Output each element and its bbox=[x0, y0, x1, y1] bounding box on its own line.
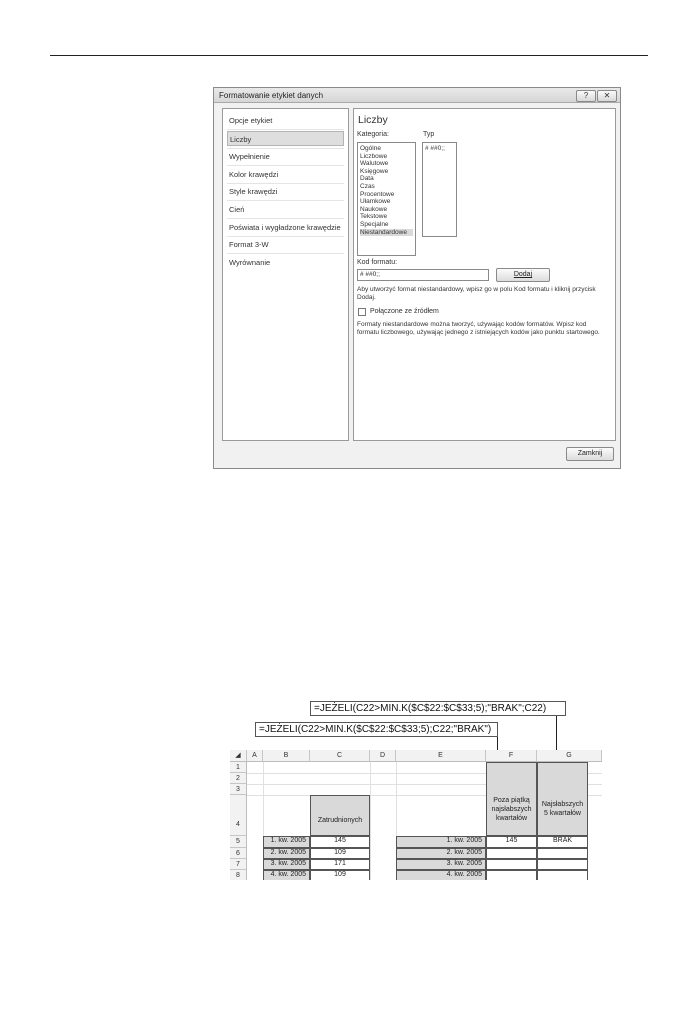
category-option[interactable]: Tekstowe bbox=[360, 213, 388, 221]
format-data-labels-dialog bbox=[213, 87, 621, 469]
help-button[interactable]: ? bbox=[576, 90, 596, 102]
row-header-2[interactable]: 2 bbox=[230, 773, 247, 784]
formula-callout-brak-if-weak: =JEŻELI(C22>MIN.K($C$22:$C$33;5);"BRAK";C22) bbox=[310, 701, 566, 716]
weakest-value-cell[interactable] bbox=[537, 870, 588, 880]
custom-format-info: Formaty niestandardowe można tworzyć, używając kodów formatów. Wpisz kod formatu liczbowego, używając jednego z istniejących kodów jako punktu startowego. bbox=[357, 321, 600, 336]
header-outside-weakest-5[interactable]: Poza piątką najsłabszych kwartałów bbox=[486, 762, 537, 836]
dialog-titlebar bbox=[214, 88, 620, 103]
employees-value-cell[interactable]: 145 bbox=[310, 836, 370, 848]
row-header-3[interactable]: 3 bbox=[230, 784, 247, 795]
nav-item-glow-soft-edges[interactable]: Poświata i wygładzone krawędzie bbox=[229, 223, 341, 232]
quarter-label-cell[interactable]: 3. kw. 2005 bbox=[263, 859, 310, 870]
nav-divider bbox=[227, 253, 344, 254]
weakest-value-cell[interactable]: BRAK bbox=[537, 836, 588, 848]
select-all-corner[interactable]: ◢ bbox=[230, 750, 247, 762]
quarter-label-cell[interactable]: 2. kw. 2005 bbox=[396, 848, 486, 859]
nav-divider bbox=[227, 200, 344, 201]
quarter-label-cell[interactable]: 1. kw. 2005 bbox=[263, 836, 310, 848]
nav-item-label-options[interactable]: Opcje etykiet bbox=[229, 116, 273, 125]
weakest-value-cell[interactable] bbox=[537, 848, 588, 859]
category-listbox[interactable] bbox=[357, 142, 416, 256]
category-option[interactable]: Naukowe bbox=[360, 205, 388, 213]
nav-divider bbox=[227, 129, 344, 130]
employees-value-cell[interactable]: 109 bbox=[310, 870, 370, 880]
category-option[interactable]: Liczbowe bbox=[360, 152, 388, 160]
quarter-label-cell[interactable]: 1. kw. 2005 bbox=[396, 836, 486, 848]
nav-item-3d-format[interactable]: Format 3-W bbox=[229, 240, 269, 249]
category-option[interactable]: Procentowe bbox=[360, 190, 395, 198]
category-nav-pane bbox=[222, 108, 349, 441]
row-header-8[interactable]: 8 bbox=[230, 870, 247, 880]
nav-item-fill[interactable]: Wypełnienie bbox=[229, 152, 270, 161]
type-label: Typ bbox=[423, 131, 435, 138]
close-button[interactable]: Zamknij bbox=[566, 447, 614, 461]
close-window-button[interactable]: ✕ bbox=[597, 90, 617, 102]
section-title: Liczby bbox=[358, 114, 388, 126]
row-header-6[interactable]: 6 bbox=[230, 848, 247, 859]
quarter-label-cell[interactable]: 4. kw. 2005 bbox=[396, 870, 486, 880]
page-top-rule bbox=[50, 55, 648, 56]
format-code-input[interactable]: # ##0;; bbox=[357, 269, 489, 281]
format-code-label: Kod formatu: bbox=[357, 259, 398, 266]
custom-format-hint: Aby utworzyć format niestandardowy, wpisz go w polu Kod formatu i kliknij przycisk Dodaj. bbox=[357, 286, 596, 301]
quarter-label-cell[interactable]: 4. kw. 2005 bbox=[263, 870, 310, 880]
dialog-title: Formatowanie etykiet danych bbox=[219, 91, 324, 100]
employees-value-cell[interactable]: 171 bbox=[310, 859, 370, 870]
category-option[interactable]: Walutowe bbox=[360, 160, 389, 168]
nav-item-number[interactable]: Liczby bbox=[227, 131, 344, 146]
category-option[interactable]: Ułamkowe bbox=[360, 198, 391, 206]
nav-divider bbox=[227, 165, 344, 166]
weakest-value-cell[interactable] bbox=[537, 859, 588, 870]
nav-item-border-color[interactable]: Kolor krawędzi bbox=[229, 170, 279, 179]
add-button[interactable] bbox=[496, 268, 550, 282]
quarter-label-cell[interactable]: 2. kw. 2005 bbox=[263, 848, 310, 859]
type-listbox[interactable] bbox=[422, 142, 457, 237]
nav-item-shadow[interactable]: Cień bbox=[229, 205, 245, 214]
type-option[interactable]: # ##0;; bbox=[425, 145, 445, 152]
category-option-selected[interactable]: Niestandardowe bbox=[360, 229, 413, 237]
column-header-a[interactable]: A bbox=[247, 750, 263, 762]
formula-callout-value-if-strong: =JEŻELI(C22>MIN.K($C$22:$C$33;5);C22;"BRAK") bbox=[255, 722, 498, 737]
spreadsheet-grid bbox=[230, 750, 602, 880]
linked-to-source-label[interactable]: Połączone ze źródłem bbox=[370, 308, 439, 315]
outside-weakest-value-cell[interactable] bbox=[486, 848, 537, 859]
column-header-f[interactable]: F bbox=[486, 750, 537, 762]
quarter-label-cell[interactable]: 3. kw. 2005 bbox=[396, 859, 486, 870]
gridline bbox=[370, 762, 371, 880]
category-option[interactable]: Specjalne bbox=[360, 221, 389, 228]
row-header-1[interactable]: 1 bbox=[230, 762, 247, 773]
header-weakest-5[interactable]: Najsłabszych 5 kwartałów bbox=[537, 762, 588, 836]
add-button-label: Dodaj bbox=[513, 271, 533, 278]
outside-weakest-value-cell[interactable] bbox=[486, 870, 537, 880]
nav-item-border-styles[interactable]: Style krawędzi bbox=[229, 187, 278, 196]
nav-item-alignment[interactable]: Wyrównanie bbox=[229, 258, 271, 267]
linked-to-source-checkbox[interactable] bbox=[358, 308, 366, 316]
row-header-5[interactable]: 5 bbox=[230, 836, 247, 848]
column-header-d[interactable]: D bbox=[370, 750, 396, 762]
category-label: Kategoria: bbox=[357, 131, 389, 138]
column-header-c[interactable]: C bbox=[310, 750, 370, 762]
number-settings-pane bbox=[353, 108, 616, 441]
category-option[interactable]: Ogólne bbox=[360, 145, 381, 152]
header-employees[interactable]: Zatrudnionych bbox=[310, 795, 370, 836]
column-header-e[interactable]: E bbox=[396, 750, 486, 762]
outside-weakest-value-cell[interactable] bbox=[486, 859, 537, 870]
row-header-7[interactable]: 7 bbox=[230, 859, 247, 870]
nav-divider bbox=[227, 218, 344, 219]
column-header-g[interactable]: G bbox=[537, 750, 602, 762]
category-option[interactable]: Data bbox=[360, 175, 374, 183]
category-option[interactable]: Księgowe bbox=[360, 167, 389, 175]
row-header-4[interactable]: 4 bbox=[230, 795, 247, 836]
employees-value-cell[interactable]: 109 bbox=[310, 848, 370, 859]
outside-weakest-value-cell[interactable]: 145 bbox=[486, 836, 537, 848]
category-option[interactable]: Czas bbox=[360, 183, 375, 190]
column-header-b[interactable]: B bbox=[263, 750, 310, 762]
